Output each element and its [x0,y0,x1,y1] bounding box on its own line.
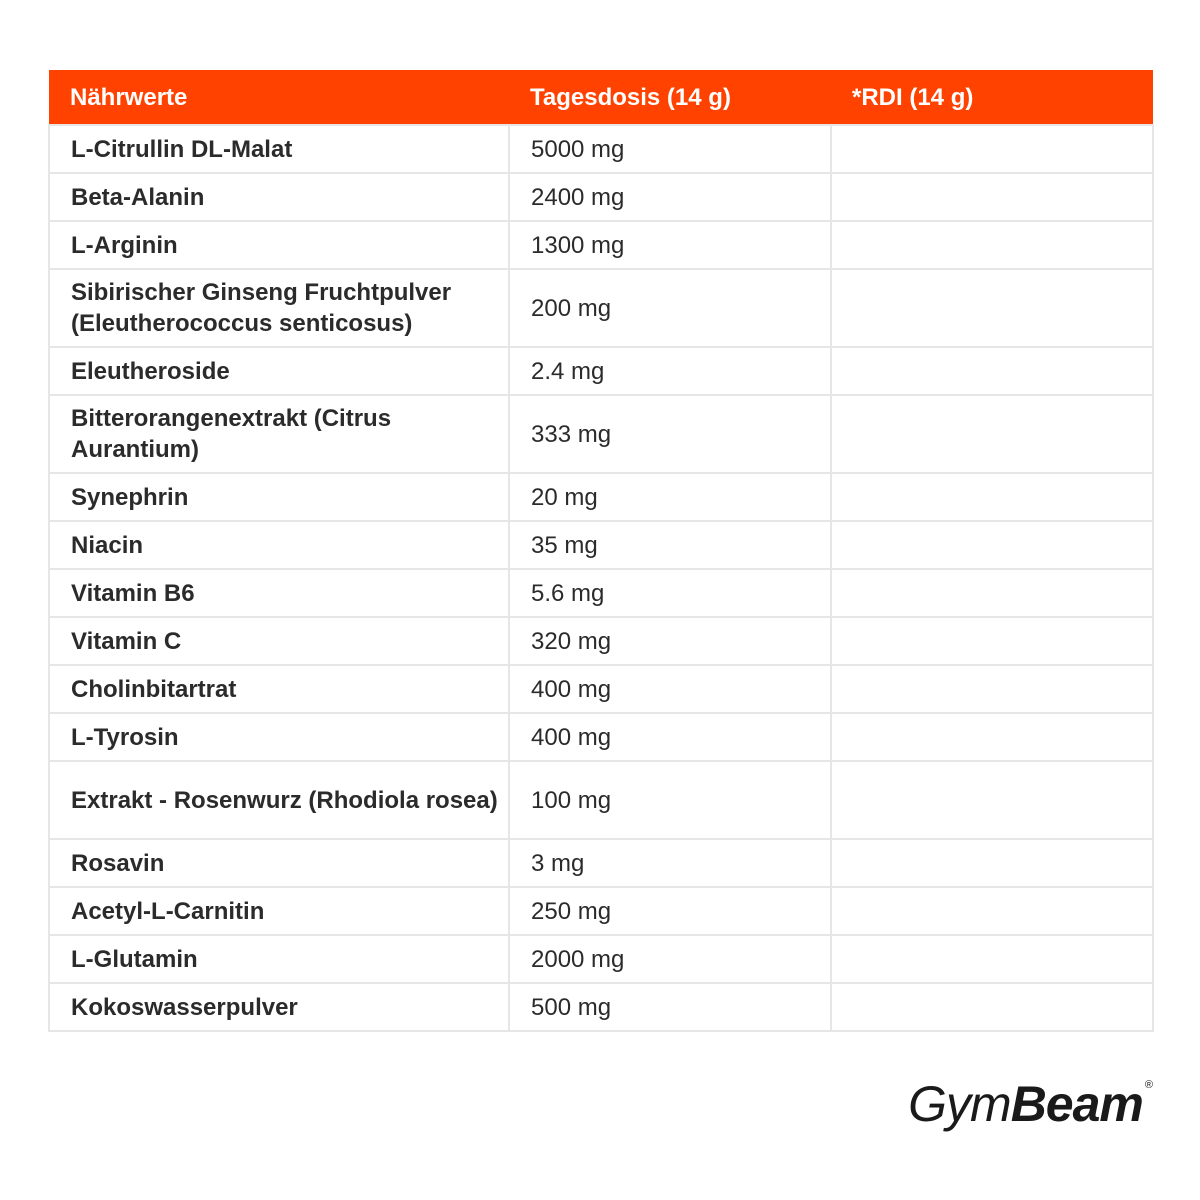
nutrient-dose: 3 mg [509,839,831,887]
table-row [49,125,1153,173]
table-row [49,761,1153,839]
nutrient-dose: 320 mg [509,617,831,665]
header-row [49,70,1153,125]
nutrient-name: Acetyl-L-Carnitin [49,887,509,935]
table-header [49,70,1153,125]
nutrient-rdi [831,521,1153,569]
nutrient-name: Niacin [49,521,509,569]
table-row [49,713,1153,761]
table-row [49,173,1153,221]
nutrient-name: Eleutheroside [49,347,509,395]
table-row [49,347,1153,395]
nutrient-rdi [831,983,1153,1031]
nutrient-rdi [831,395,1153,473]
table-row [49,839,1153,887]
table-row [49,569,1153,617]
nutrient-dose: 400 mg [509,665,831,713]
nutrient-rdi [831,269,1153,347]
nutrient-name: Cholinbitartrat [49,665,509,713]
nutrient-rdi [831,935,1153,983]
nutrient-dose: 333 mg [509,395,831,473]
nutrient-rdi [831,887,1153,935]
header-naehrwerte: Nährwerte [49,70,509,125]
table-row [49,269,1153,347]
table-row [49,395,1153,473]
table-row [49,221,1153,269]
registered-mark: ® [1144,1079,1152,1091]
nutrient-dose: 5.6 mg [509,569,831,617]
nutrient-name: Beta-Alanin [49,173,509,221]
table-row [49,935,1153,983]
logo-text-beam: Beam [1010,1076,1143,1132]
nutrient-dose: 5000 mg [509,125,831,173]
nutrient-dose: 2000 mg [509,935,831,983]
nutrient-name: Bitterorangenextrakt (Citrus Aurantium) [49,395,509,473]
nutrient-dose: 100 mg [509,761,831,839]
table-row [49,887,1153,935]
gymbeam-logo [908,1076,1152,1132]
nutrient-rdi [831,617,1153,665]
nutrient-dose: 2.4 mg [509,347,831,395]
nutrient-name: L-Citrullin DL-Malat [49,125,509,173]
table-body [49,125,1153,1031]
logo-text-gym: Gym [908,1076,1011,1132]
nutrient-rdi [831,569,1153,617]
nutrient-rdi [831,713,1153,761]
nutrient-rdi [831,473,1153,521]
nutrient-dose: 35 mg [509,521,831,569]
nutrient-rdi [831,839,1153,887]
nutrient-name: L-Arginin [49,221,509,269]
nutrient-rdi [831,125,1153,173]
nutrient-rdi [831,173,1153,221]
nutrient-dose: 1300 mg [509,221,831,269]
nutrient-dose: 20 mg [509,473,831,521]
nutrient-dose: 2400 mg [509,173,831,221]
table-row [49,617,1153,665]
nutrient-dose: 500 mg [509,983,831,1031]
header-tagesdosis: Tagesdosis (14 g) [509,70,831,125]
nutrition-table [48,70,1154,1032]
nutrient-name: Sibirischer Ginseng Fruchtpulver (Eleutherococcus senticosus) [49,269,509,347]
nutrient-dose: 200 mg [509,269,831,347]
table-row [49,983,1153,1031]
nutrient-dose: 250 mg [509,887,831,935]
nutrient-name: Vitamin C [49,617,509,665]
header-rdi: *RDI (14 g) [831,70,1153,125]
nutrient-rdi [831,665,1153,713]
nutrient-name: L-Tyrosin [49,713,509,761]
table-row [49,473,1153,521]
nutrient-rdi [831,347,1153,395]
nutrient-name: Kokoswasserpulver [49,983,509,1031]
nutrient-rdi [831,221,1153,269]
nutrient-name: Extrakt - Rosenwurz (Rhodiola rosea) [49,761,509,839]
nutrient-dose: 400 mg [509,713,831,761]
nutrient-name: L-Glutamin [49,935,509,983]
nutrient-name: Synephrin [49,473,509,521]
nutrient-name: Rosavin [49,839,509,887]
nutrient-rdi [831,761,1153,839]
table-row [49,521,1153,569]
table-row [49,665,1153,713]
nutrient-name: Vitamin B6 [49,569,509,617]
